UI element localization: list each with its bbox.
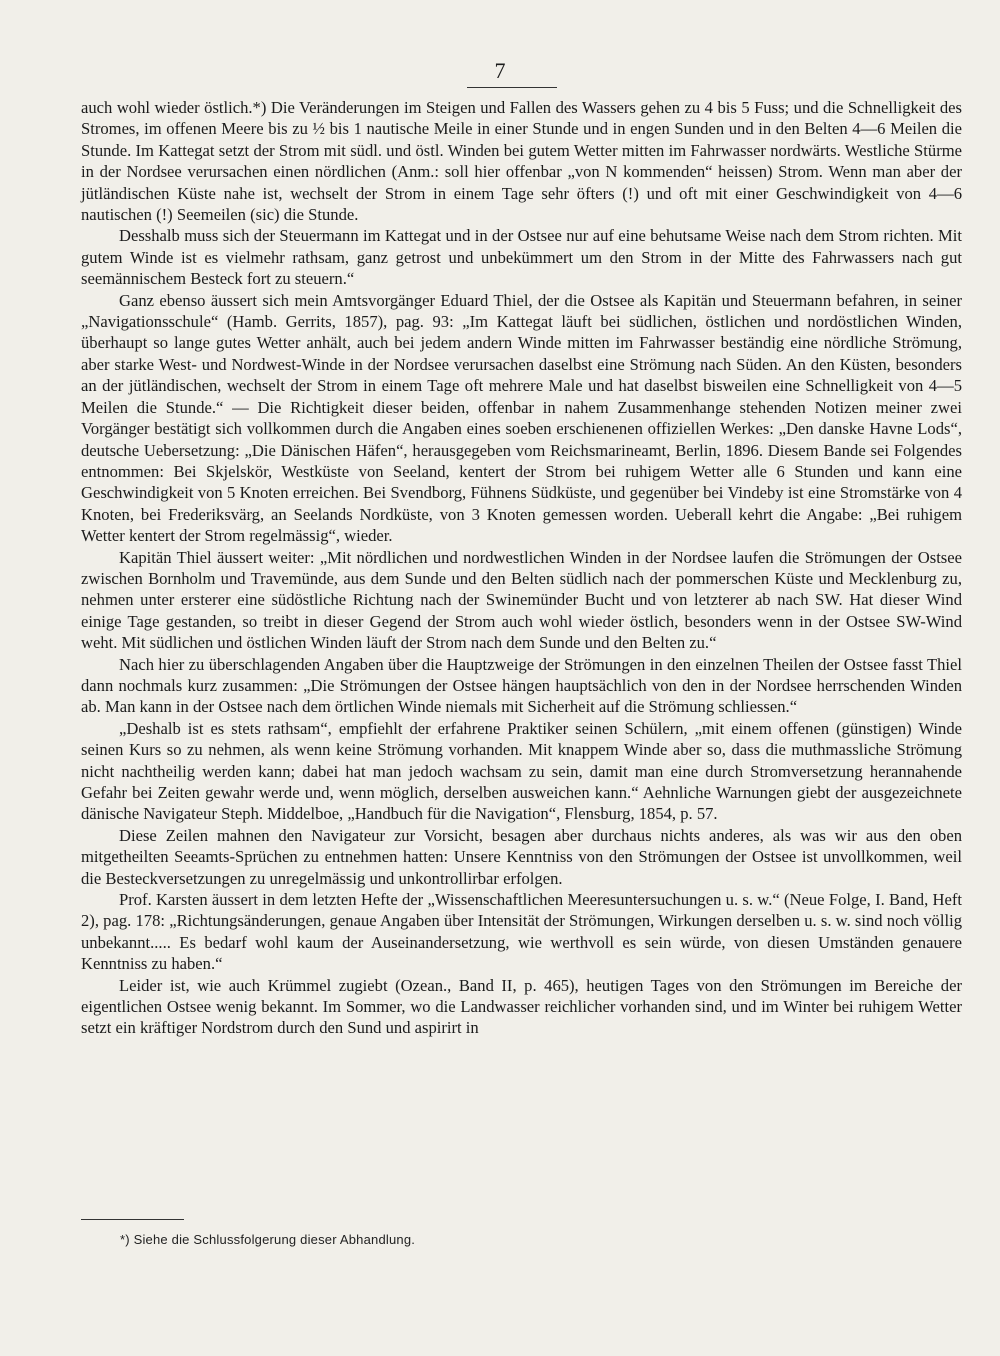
paragraph: Desshalb muss sich der Steuermann im Kattegat und in der Ostsee nur auf eine behutsame Weise nach dem Strom richten. Mit gutem Winde ist es vielmehr rathsam, ganz getrost und unbekümmert um den Strom in der Mitte des Fahrwassers nach gut seemännischem Besteck fort zu steuern.“ [81, 226, 962, 289]
paragraph: „Deshalb ist es stets rathsam“, empfiehlt der erfahrene Praktiker seinen Schülern, „mit einem offenen (günstigen) Winde seinen Kurs so zu nehmen, als wenn keine Strömung vorhanden. Mit knappem Winde aber so, dass die muthmassliche Strömung nicht nachtheilig werden kann; dabei hat man jedoch wachsam zu sein, damit man eine durch Stromversetzung herannahende Gefahr bei Zeiten gewahr werde und, wenn möglich, derselben ausweichen kann.“ Aehnliche Warnungen giebt der ausgezeichnete dänische Navigateur Steph. Middelboe, „Handbuch für die Navigation“, Flensburg, 1854, p. 57. [81, 718, 962, 824]
paragraph: Kapitän Thiel äussert weiter: „Mit nördlichen und nordwestlichen Winden in der Nordsee laufen die Strömungen der Ostsee zwischen Bornholm und Travemünde, aus dem Sunde und den Belten südlich nach der pommerschen Küste und Mecklenburg zu, nehmen unter ersterer eine südöstliche Richtung nach der Swinemünder Bucht und von letzterer ab nach SW. Hat dieser Wind einige Tage gestanden, so treibt in dieser Gegend der Strom auch wohl wieder östlich, besonders wenn in der Ostsee SW-Wind weht. Mit südlichen und östlichen Winden läuft der Strom nach dem Sunde und den Belten zu.“ [81, 547, 962, 653]
footnote-rule [81, 1219, 184, 1220]
paragraph: Ganz ebenso äussert sich mein Amtsvorgänger Eduard Thiel, der die Ostsee als Kapitän und Steuermann befahren, in seiner „Navigationsschule“ (Hamb. Gerrits, 1857), pag. 93: „Im Kattegat läuft bei südlichen, östlichen und nordöstlichen Winden, überhaupt so lange gutes Wetter anhält, auch bei jedem andern Winde mitten im Fahrwasser beständig eine nördliche Strömung, aber starke West- und Nordwest-Winde in der Nordsee verursachen daselbst eine Strömung nach Süden. An den Küsten, besonders an der jütländischen, wechselt der Strom in einem Tage oft mehrere Male und hat daselbst bisweilen eine Schnelligkeit von 4—5 Meilen die Stunde.“ — Die Richtigkeit dieser beiden, offenbar in nahem Zusammenhange stehenden Notizen meiner zwei Vorgänger bestätigt sich vollkommen durch die Angaben eines soeben erschienenen offiziellen Werkes: „Den danske Havne Lods“, deutsche Uebersetzung: „Die Dänischen Häfen“, herausgegeben vom Reichsmarineamt, Berlin, 1896. Diesem Bande sei Folgendes entnommen: Bei Skjelskör, Westküste von Seeland, kentert der Strom bei ruhigem Wetter alle 6 Stunden und kann eine Geschwindigkeit von 5 Knoten erreichen. Bei Svendborg, Fühnens Südküste, und gegenüber bei Vindeby ist eine Stromstärke von 4 Knoten, bei Frederiksvärg, an Seelands Nordküste, von 3 Knoten gemessen worden. Ueberall kehrt die Angabe: „Bei ruhigem Wetter kentert der Strom regelmässig“, wieder. [81, 290, 962, 546]
page-number: 7 [494, 58, 506, 83]
paragraph: Leider ist, wie auch Krümmel zugiebt (Ozean., Band II, p. 465), heutigen Tages von den Strömungen im Bereiche der eigentlichen Ostsee wenig bekannt. Im Sommer, wo die Landwasser reichlicher vorhanden sind, und im Winter bei ruhigem Wetter setzt ein kräftiger Nordstrom durch den Sund und aspirirt in [81, 975, 962, 1038]
header-rule [467, 87, 557, 88]
footnote: *) Siehe die Schlussfolgerung dieser Abhandlung. [120, 1232, 416, 1247]
paragraph: auch wohl wieder östlich.*) Die Veränderungen im Steigen und Fallen des Wassers gehen zu 4 bis 5 Fuss; und die Schnelligkeit des Stromes, im offenen Meere bis zu ½ bis 1 nautische Meile in einer Stunde und in engen Sunden und in den Belten 4—6 Meilen die Stunde. Im Kattegat setzt der Strom mit südl. und östl. Winden bei gutem Wetter mitten im Fahrwasser nordwärts. Westliche Stürme in der Nordsee verursachen einen nördlichen (Anm.: soll hier offenbar „von N kommenden“ heissen) Strom. Wenn man aber der jütländischen Küste nahe ist, wechselt der Strom in einem Tage sehr öfters (!) und oft mit einer Geschwindigkeit von 4—6 nautischen (!) Seemeilen (sic) die Stunde. [81, 98, 962, 225]
body-text [81, 97, 962, 1039]
paragraph: Nach hier zu überschlagenden Angaben über die Hauptzweige der Strömungen in den einzelnen Theilen der Ostsee fasst Thiel dann nochmals kurz zusammen: „Die Strömungen der Ostsee hängen hauptsächlich von den in der Nordsee herrschenden Winden ab. Man kann in der Ostsee nach dem örtlichen Winde niemals mit Sicherheit auf die Strömung schliessen.“ [81, 654, 962, 717]
paragraph: Diese Zeilen mahnen den Navigateur zur Vorsicht, besagen aber durchaus nichts anderes, als was wir aus den oben mitgetheilten Seeamts-Sprüchen zu entnehmen hatten: Unsere Kenntniss von den Strömungen der Ostsee ist unvollkommen, weil die Besteckversetzungen zu unregelmässig und unkontrollirbar erfolgen. [81, 825, 962, 888]
paragraph: Prof. Karsten äussert in dem letzten Hefte der „Wissenschaftlichen Meeresuntersuchungen u. s. w.“ (Neue Folge, I. Band, Heft 2), pag. 178: „Richtungsänderungen, genaue Angaben über Intensität der Strömungen, Wirkungen derselben u. s. w. sind noch völlig unbekannt..... Es bedarf wohl kaum der Auseinandersetzung, wie werthvoll es sein würde, von diesen Umständen genauere Kenntniss zu haben.“ [81, 890, 962, 974]
